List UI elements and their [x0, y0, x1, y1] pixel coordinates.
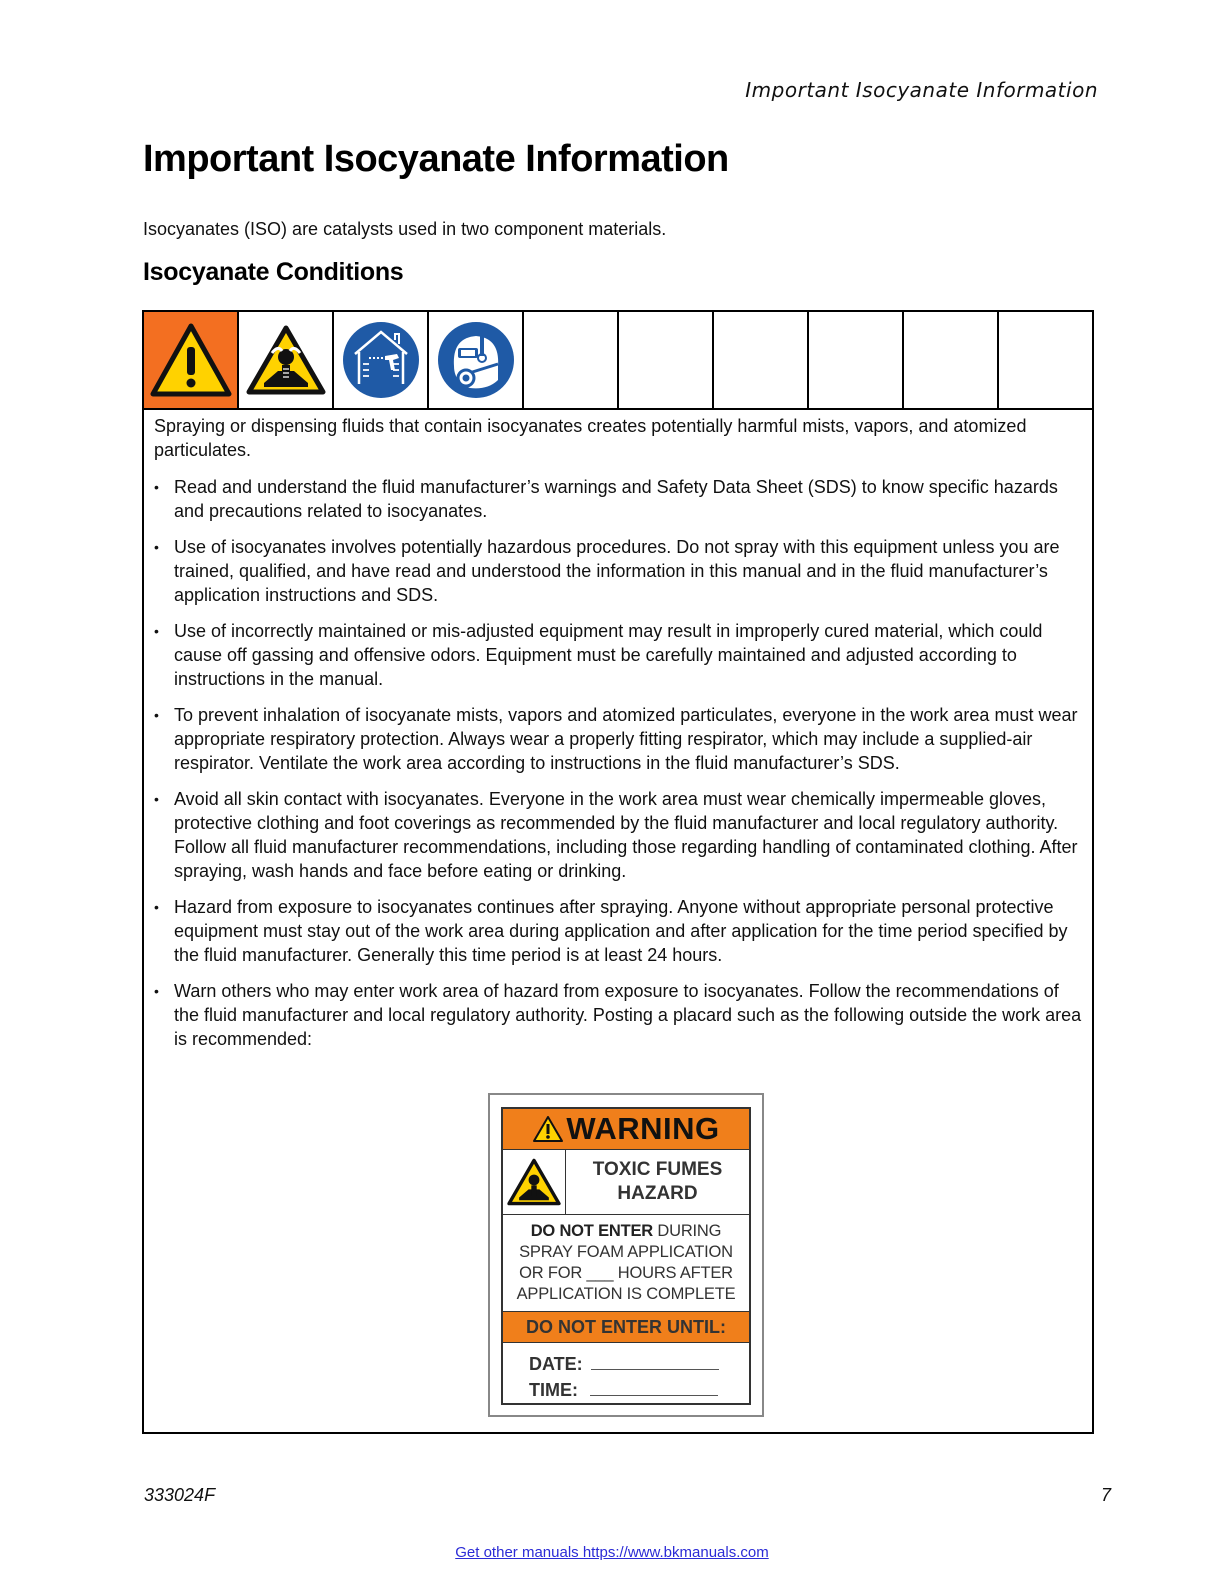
desc-line-2: SPRAY FOAM APPLICATION	[519, 1243, 733, 1261]
placard-warning-banner	[503, 1109, 749, 1150]
list-item: • Hazard from exposure to isocyanates continues after spraying. Anyone without appropriate personal protective equipment must stay out of the work area during application and after application for the time period specified by the fluid manufacturer. Generally this time period is at least 24 hours.	[154, 895, 1082, 967]
toxic-fumes-icon	[507, 1158, 561, 1206]
list-item: • Warn others who may enter work area of hazard from exposure to isocyanates. Follow the recommendations of the fluid manufacturer and local regulatory authority. Posting a placard such as the following outside the work area is recommended:	[154, 979, 1082, 1051]
icon-cell	[144, 312, 239, 408]
icon-cell	[334, 312, 429, 408]
icon-cell	[429, 312, 524, 408]
toxic-fumes-hazard-icon	[246, 325, 326, 395]
date-field	[529, 1351, 749, 1377]
wear-respirator-icon	[436, 320, 516, 400]
placard-hazard-row	[503, 1150, 749, 1215]
conditions-body	[144, 410, 1092, 1051]
placard-frame	[501, 1107, 751, 1405]
hazard-icon-row	[144, 312, 1092, 410]
icon-cell	[239, 312, 334, 408]
desc-bold: DO NOT ENTER	[530, 1222, 653, 1240]
general-warning-icon	[150, 323, 232, 397]
placard-hazard-text	[566, 1150, 749, 1214]
desc-line-3: OR FOR ___ HOURS AFTER	[519, 1264, 733, 1282]
date-label: DATE:	[529, 1354, 583, 1374]
icon-cell-empty	[619, 312, 714, 408]
list-item: • Avoid all skin contact with isocyanates. Everyone in the work area must wear chemically impermeable gloves, protective clothing and foot coverings as recommended by the fluid manufacturer and local regulatory authority. Follow all fluid manufacturer recommendations, including those regarding handling of contaminated clothing. After spraying, wash hands and face before eating or drinking.	[154, 787, 1082, 883]
icon-cell-empty	[904, 312, 999, 408]
placard-until-banner: DO NOT ENTER UNTIL:	[503, 1312, 749, 1343]
time-blank	[590, 1381, 718, 1396]
icon-cell-empty	[999, 312, 1092, 408]
lead-paragraph: Spraying or dispensing fluids that contain isocyanates creates potentially harmful mists, vapors, and atomized particulates.	[154, 416, 1027, 460]
list-item: • Use of isocyanates involves potentially hazardous procedures. Do not spray with this equipment unless you are trained, qualified, and have read and understood the information in this manual and in the fluid manufacturer’s application instructions and SDS.	[154, 535, 1082, 607]
placard-warning-text: WARNING	[566, 1111, 720, 1146]
warning-triangle-icon	[532, 1115, 564, 1143]
warning-placard	[488, 1093, 764, 1417]
intro-text: Isocyanates (ISO) are catalysts used in two component materials.	[143, 219, 667, 239]
document-number: 333024F	[144, 1485, 216, 1505]
placard-hazard-icon-cell	[503, 1150, 566, 1214]
icon-cell-empty	[524, 312, 619, 408]
icon-cell-empty	[809, 312, 904, 408]
desc-line-1	[531, 1221, 722, 1242]
page-number: 7	[1100, 1485, 1111, 1505]
page-title: Important Isocyanate Information	[143, 138, 729, 180]
hazard-line-1: TOXIC FUMES	[592, 1159, 723, 1180]
running-header: Important Isocyanate Information	[745, 78, 1098, 102]
desc-line-1-rest: DURING	[653, 1222, 722, 1240]
list-item: • Use of incorrectly maintained or mis-adjusted equipment may result in improperly cured material, which could cause off gassing and offensive odors. Equipment must be carefully maintained and adjusted according to instructions in the manual.	[154, 619, 1082, 691]
hazard-line-2: HAZARD	[617, 1183, 698, 1204]
list-item: • To prevent inhalation of isocyanate mists, vapors and atomized particulates, everyone in the work area must wear appropriate respiratory protection. Always wear a properly fitting respirator, which may include a supplied-air respirator. Ventilate the work area according to instructions in the fluid manufacturer’s SDS.	[154, 703, 1082, 775]
manuals-link[interactable]: Get other manuals https://www.bkmanuals.com	[455, 1544, 769, 1561]
placard-description	[503, 1215, 749, 1312]
section-title: Isocyanate Conditions	[143, 258, 404, 286]
list-item: • Read and understand the fluid manufacturer’s warnings and Safety Data Sheet (SDS) to know specific hazards and precautions related to isocyanates.	[154, 475, 1082, 523]
time-field	[529, 1377, 749, 1403]
date-blank	[591, 1355, 719, 1370]
ventilate-area-icon	[341, 320, 421, 400]
icon-cell-empty	[714, 312, 809, 408]
time-label: TIME:	[529, 1380, 578, 1400]
conditions-list	[154, 475, 1082, 1051]
desc-line-4: APPLICATION IS COMPLETE	[516, 1285, 736, 1303]
placard-fields	[503, 1343, 749, 1403]
